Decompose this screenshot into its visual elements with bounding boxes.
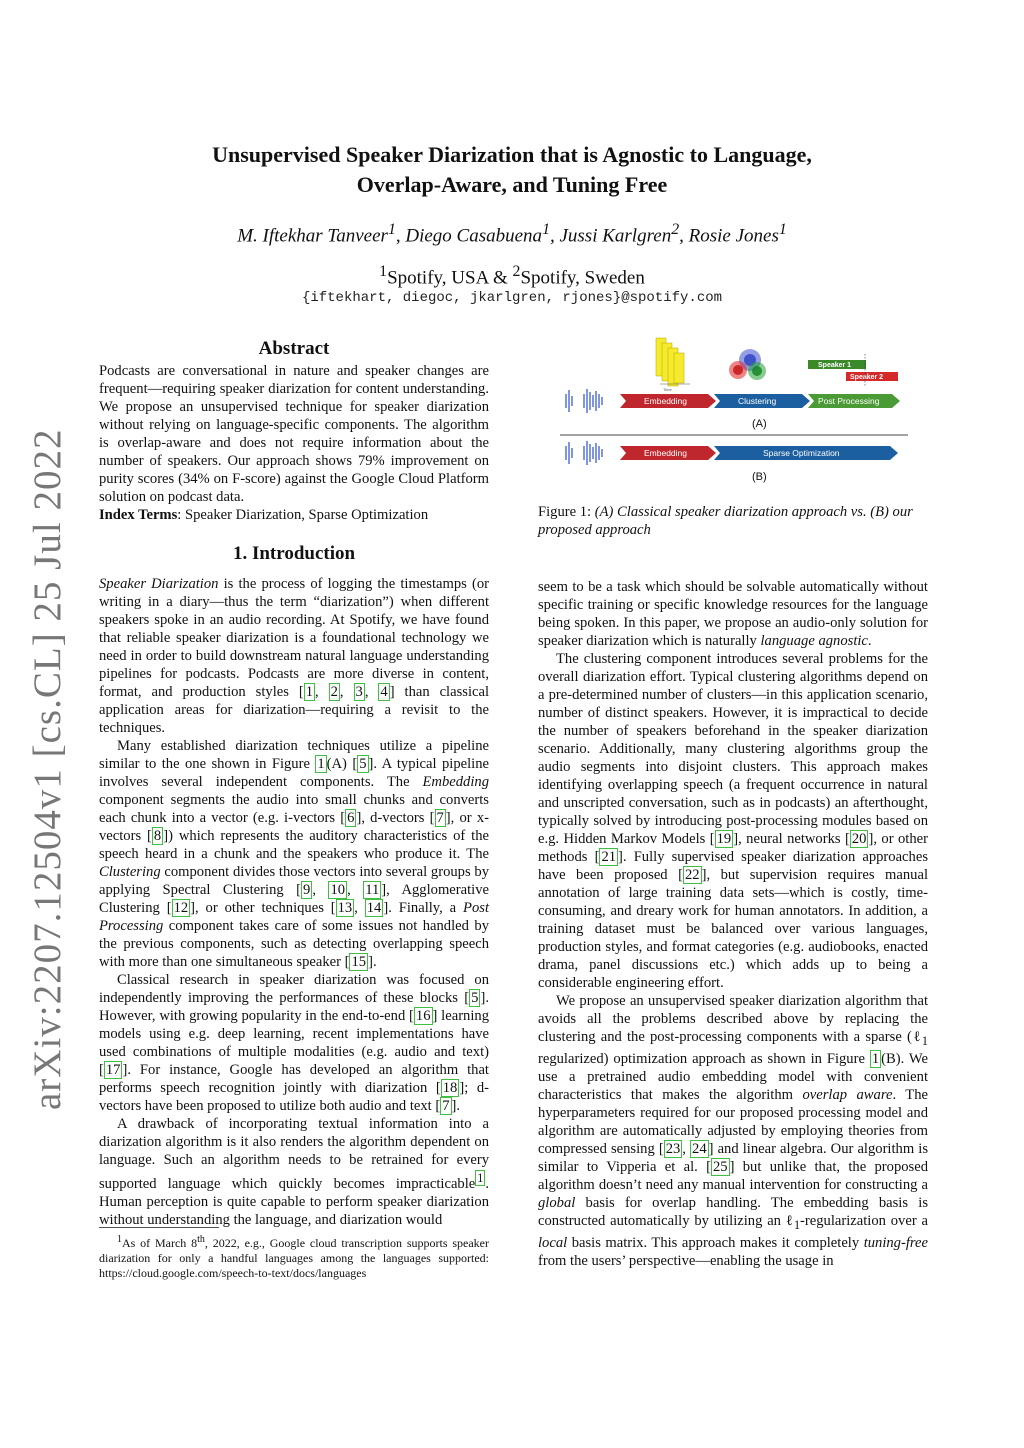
- emphasis: local: [538, 1234, 568, 1251]
- text-run: , or other techniques: [195, 900, 331, 916]
- abstract-heading: Abstract: [258, 338, 330, 359]
- affiliation-2: Spotify, Sweden: [520, 267, 645, 289]
- abstract-text: Podcasts are conversational in nature and speaker changes are frequent—requiring speaker diarization for content understanding. We propose an unsupervised technique for speaker diarization without relying on language-specific components. The algorithm is overlap-aware and does not require information about the number of speakers. Our approach shows 79% improvement on purity scores (34% on F-score) against the Google Cloud Platform solution on podcast data.: [99, 363, 489, 505]
- text-run: ) which represents the auditory characteristics of the speech heard in a chunk and the speakers who produce it. The: [99, 828, 489, 862]
- citation-link[interactable]: 7: [442, 1098, 450, 1114]
- emphasis: tuning-free: [863, 1234, 928, 1251]
- index-terms-text: : Speaker Diarization, Sparse Optimization: [177, 507, 429, 523]
- speaker-2-label: Speaker 2: [850, 374, 884, 381]
- citation-link[interactable]: 1: [305, 684, 314, 700]
- text-run: Classical research in speaker diarization was focused on independently improving the performances of these blocks: [99, 972, 489, 1006]
- text-run: .: [456, 1098, 461, 1114]
- subscript: 1: [921, 1033, 928, 1048]
- text-run: . Human perception is quite capable to perform speaker diarization without understanding the language, and diarization would: [99, 1175, 489, 1228]
- right-column-text: [538, 578, 928, 1270]
- text-run: As of March 8: [122, 1236, 198, 1250]
- sparse-optimization-stage-label: Sparse Optimization: [763, 448, 840, 458]
- time-axis-label: Time: [663, 387, 672, 392]
- citation-link[interactable]: 19: [716, 831, 732, 847]
- citation-link[interactable]: 22: [684, 867, 700, 883]
- affiliation-mark: 1: [379, 263, 388, 280]
- intro-paragraph: Many established diarization techniques utilize a pipeline similar to the one shown in Figure 1 (A) [ 5 ]. A typical pipeline involves several independent components. The Embedding component segments the audio into small chunks and converts each chunk into a vector (e.g. i-vectors [ 6 ], d-vectors [ 7 ], or x-vectors [ 8 ]) which represents the auditory characteristics of the speech heard in a chunk and the speakers who produce it. The Clustering component divides those vectors into several groups by applying Spectral Clustering [ 9 , 10 , 11 ], Agglomerative Clustering [ 12 ], or other techniques [ 13 , 14 ]. Finally, a Post Processing component takes care of some issues not handled by the previous components, such as detecting overlapping speech with more than one simultaneous speaker [ 15 ].: [99, 738, 490, 970]
- text-run: . Fully supervised speaker diarization approaches have been proposed: [538, 849, 928, 883]
- text-run: We propose an unsupervised speaker diarization algorithm that avoids all the problems described above by replacing the clustering and the post-processing components with a sparse (ℓ: [538, 993, 928, 1045]
- cluster-blobs-graphic: [729, 349, 766, 380]
- text-run: learning models using e.g. deep learning, recent implementations have used combinations of multiple modalities (e.g. audio and text): [99, 1008, 489, 1060]
- author-affiliation-mark: 1: [778, 221, 787, 238]
- author-name: Jussi Karlgren: [559, 225, 672, 247]
- title-line-2: Overlap-Aware, and Tuning Free: [356, 172, 668, 197]
- citation-link[interactable]: 5: [471, 990, 479, 1006]
- text-run: than classical application areas for diarization—requiring a revisit to the techniques.: [99, 684, 490, 736]
- affiliation-mark: 2: [512, 263, 521, 280]
- subscript: 1: [793, 1217, 801, 1232]
- author-name: Rosie Jones: [688, 225, 779, 247]
- abstract-section: [99, 338, 489, 524]
- citation-link[interactable]: 11: [365, 882, 380, 898]
- citation-link[interactable]: 15: [351, 954, 367, 970]
- superscript: th: [197, 1234, 205, 1245]
- paper-title: [0, 140, 1024, 200]
- text-run: . A typical pipeline involves several independent components. The: [99, 756, 489, 790]
- footnote: [99, 1232, 489, 1281]
- emphasis: overlap aware: [802, 1086, 893, 1103]
- audio-waveform-icon: [566, 389, 602, 413]
- post-processing-stage-label: Post Processing: [818, 396, 880, 406]
- citation-link[interactable]: 24: [692, 1140, 707, 1157]
- footnote-rule: [99, 1227, 219, 1228]
- text-run: (A): [326, 756, 353, 772]
- citation-link[interactable]: 6: [347, 810, 355, 826]
- text-run: ; d-vectors have been proposed to utilize both audio and text: [99, 1080, 489, 1114]
- author-list: M. Iftekhar Tanveer$^1$, Diego Casabuena$^1$, Jussi Karlgren$^2$, Rosie Jones$^1$: [237, 221, 787, 247]
- citation-link[interactable]: 4: [380, 684, 388, 700]
- text-run: component takes care of some issues not handled by the previous components, such as detecting overlapping speech with more than one simultaneous speaker: [99, 918, 489, 970]
- text-run: -regularization over a: [800, 1212, 928, 1229]
- title-line-1: Unsupervised Speaker Diarization that is Agnostic to Language,: [212, 142, 812, 167]
- citation-link[interactable]: 12: [173, 900, 189, 916]
- text-run: but unlike that, the proposed algorithm doesn’t need any manual intervention for constructing a: [538, 1158, 928, 1193]
- text-run: seem to be a task which should be solvable automatically without specific training or specific knowledge resources for the language being spoken. In this paper, we propose an audio-only solution for speaker diarization which is naturally: [538, 579, 928, 649]
- emphasis: Clustering: [99, 864, 161, 880]
- affiliation-1: Spotify, USA &: [387, 267, 513, 289]
- author-affiliation-mark: 2: [671, 221, 680, 238]
- introduction-heading: 1. Introduction: [232, 543, 356, 564]
- emphasis: language agnostic: [760, 633, 868, 649]
- body-paragraph: The clustering component introduces several problems for the overall diarization effort. Typical clustering algorithms depend on a pre-determined number of clusters—in this application scenario, number of distinct speakers. However, it is impractical to decide the number of speakers beforehand in the speaker diarization scenario. Additionally, many clustering algorithms group the audio segments into disjoint clusters. This approach makes identifying overlapping speech (a frequent occurrence in natural and unscripted conversation, such as in podcasts) an afterthought, typically solved by introducing post-processing modules based on e.g. Hidden Markov Models [ 19 ], neural networks [ 20 ], or other methods [ 21 ]. Fully supervised speaker diarization approaches have been proposed [ 22 ], but supervision requires manual annotation of large training data sets—which is costly, time-consuming, and dreary work for human annotators. In addition, a training dataset must be balanced over various languages, production styles, and format categories (e.g. audiobooks, enacted drama, panel discussions etc.) which adds up to being a considerable engineering effort.: [538, 651, 929, 991]
- figure-1-diagram: [560, 336, 910, 486]
- text-run: component segments the audio into small chunks and converts each chunk into a vector (e.g. i-vectors: [99, 792, 489, 826]
- index-terms: [99, 506, 489, 524]
- figure-1-caption: [538, 503, 928, 539]
- text-run: , 2022, e.g., Google cloud transcription supports speaker diarization for only a handful languages among the languages supported: https://cloud.google.com/speech-to-text/docs/languages: [99, 1236, 489, 1280]
- emphasis: global: [538, 1194, 576, 1211]
- body-paragraph: We propose an unsupervised speaker diarization algorithm that avoids all the problems described above by replacing the clustering and the post-processing components with a sparse (ℓ$_1$ regularized) optimization approach as shown in Figure 1 (B). We use a pretrained audio embedding model with convenient characteristics that makes the algorithm overlap aware. The hyperparameters required for our proposed processing model and algorithm are automatically adjusted by employing theories from compressed sensing [ 23 , 24 ] and linear algebra. Our algorithm is similar to Vipperia et al. [ 25 ] but unlike that, the proposed algorithm doesn’t need any manual intervention for constructing a global basis for overlap handling. The embedding basis is constructed automatically by utilizing an ℓ$_1$-regularization over a local basis matrix. This approach makes it completely tuning-free from the users’ perspective—enabling the usage in: [538, 993, 928, 1269]
- text-run: , Agglomerative Clustering: [99, 882, 490, 916]
- citation-link[interactable]: 23: [665, 1140, 681, 1157]
- emphasis: Embedding: [422, 774, 489, 790]
- citation-link[interactable]: 13: [337, 900, 353, 916]
- citation-link[interactable]: 16: [415, 1008, 431, 1024]
- text-run: . The hyperparameters required for our proposed processing model and algorithm are automatically adjusted by employing theories from compressed sensing: [538, 1086, 928, 1157]
- citation-link[interactable]: 10: [330, 882, 346, 898]
- citation-link[interactable]: 3: [355, 684, 363, 700]
- text-run: regularized) optimization approach as shown in Figure: [538, 1050, 870, 1067]
- introduction-section: [99, 543, 489, 1229]
- text-run: A drawback of incorporating textual information into a diarization algorithm is it also renders the algorithm dependent on language. Such an algorithm needs to be retrained for every supported language which quickly becomes impracticable: [99, 1116, 489, 1192]
- clustering-stage-label: Clustering: [738, 396, 777, 406]
- citation-link[interactable]: 2: [330, 684, 338, 700]
- body-paragraph: [538, 578, 928, 650]
- text-run: .: [867, 633, 872, 649]
- text-run: . Finally, a: [388, 900, 464, 916]
- citation-link[interactable]: 7: [436, 810, 444, 826]
- affiliations: [0, 260, 1024, 290]
- citation-link[interactable]: 9: [303, 882, 311, 898]
- text-run: from the users’ perspective—enabling the usage in: [538, 1252, 834, 1269]
- text-run: , d-vectors: [361, 810, 430, 826]
- index-terms-label: Index Terms: [99, 507, 178, 523]
- citation-link[interactable]: 25: [712, 1158, 728, 1175]
- caption-text: (A) Classical speaker diarization approach vs. (B) our proposed approach: [538, 504, 913, 538]
- text-run: basis for overlap handling. The embedding basis is constructed automatically by utilizing an ℓ: [538, 1194, 928, 1229]
- text-run: . For instance, Google has developed an algorithm that performs speech recognition jointly with diarization: [99, 1062, 489, 1096]
- text-run: . However, with growing popularity in the end-to-end: [99, 990, 489, 1024]
- figure-link[interactable]: 1: [317, 756, 325, 772]
- text-run: , or x-vectors: [99, 810, 489, 844]
- panel-a-label: (A): [752, 418, 767, 430]
- text-run: , but supervision requires manual annotation of large training data sets—which is costly, time-consuming, and dreary work for human annotators. In addition, a training dataset must be balanced over various languages, production styles, and format categories (e.g. audiobooks, enacted drama, panel discussions etc.) which adds up to being a considerable engineering effort.: [538, 867, 929, 991]
- arxiv-identifier: arXiv:2207.12504v1 [cs.CL] 25 Jul 2022: [26, 428, 69, 1110]
- speaker-timeline-graphic: [808, 354, 898, 386]
- text-run: basis matrix. This approach makes it completely: [567, 1234, 864, 1251]
- text-run: is the process of logging the timestamps (or writing in a diary—thus the term “diarization”) when different speakers spoke in an audio recording. At Spotify, we have found that reliable speaker diarization is a foundational technology we need in order to build downstream natural language understanding pipelines for podcasts. Podcasts are more diverse in content, format, and production styles: [99, 576, 489, 700]
- audio-waveform-icon: [566, 441, 602, 465]
- author-affiliation-mark: 1: [542, 221, 550, 238]
- caption-prefix: Figure 1:: [538, 504, 595, 520]
- intro-paragraph: [99, 1115, 489, 1229]
- citation-link[interactable]: 5: [359, 756, 367, 772]
- speaker-1-label: Speaker 1: [818, 362, 852, 369]
- text-run: component divides those vectors into several groups by applying Spectral Clustering: [99, 864, 489, 898]
- text-run: Many established diarization techniques utilize a pipeline similar to the one shown in Figure: [99, 738, 489, 772]
- embedding-stage-label: Embedding: [644, 448, 688, 458]
- emphasis: Speaker Diarization: [99, 576, 219, 592]
- text-run: , neural networks: [738, 831, 845, 847]
- text-run: (B). We use a pretrained audio embedding model with convenient characteristics that makes the algorithm: [538, 1050, 928, 1103]
- panel-b-label: (B): [752, 471, 767, 483]
- citation-link[interactable]: 17: [105, 1062, 121, 1078]
- embedding-stack-graphic: [656, 338, 690, 392]
- figure-1: [560, 336, 910, 486]
- citation-link[interactable]: 14: [366, 900, 382, 916]
- citation-link[interactable]: 21: [601, 849, 617, 865]
- figure-link[interactable]: 1: [871, 1050, 880, 1067]
- citation-link[interactable]: 20: [851, 831, 867, 847]
- citation-link[interactable]: 8: [153, 828, 162, 844]
- author-name: M. Iftekhar Tanveer: [237, 225, 388, 247]
- embedding-stage-label: Embedding: [644, 396, 688, 406]
- text-run: .: [372, 954, 377, 970]
- text-run: , or other methods: [538, 831, 928, 865]
- emphasis: Post Processing: [99, 900, 489, 934]
- footnote-mark: 1: [117, 1234, 122, 1245]
- text-run: The clustering component introduces several problems for the overall diarization effort. Typical clustering algorithms depend on a pre-determined number of clusters—in this application scenario, number of distinct speakers. However, it is impractical to decide the number of speakers beforehand in the speaker diarization scenario. Additionally, many clustering algorithms group the audio segments into disjoint clusters. This approach makes identifying overlapping speech (a frequent occurrence in natural and unscripted conversation, such as in podcasts) an afterthought, typically solved by introducing post-processing modules based on e.g. Hidden Markov Models: [538, 651, 928, 847]
- author-name: Diego Casabuena: [405, 225, 543, 247]
- citation-link[interactable]: 18: [442, 1080, 458, 1096]
- author-emails: {iftekhart, diegoc, jkarlgren, rjones}@spotify.com: [301, 290, 723, 306]
- text-run: and linear algebra. Our algorithm is similar to Vipperia et al.: [538, 1140, 928, 1175]
- footnote-link[interactable]: 1: [477, 1171, 484, 1185]
- intro-paragraph: Classical research in speaker diarization was focused on independently improving the performances of these blocks [ 5 ]. However, with growing popularity in the end-to-end [ 16 ] learning models using e.g. deep learning, recent implementations have used combinations of multiple modalities (e.g. audio and text) [ 17 ]. For instance, Google has developed an algorithm that performs speech recognition jointly with diarization [ 18 ]; d-vectors have been proposed to utilize both audio and text [ 7 ].: [99, 972, 489, 1114]
- author-affiliation-mark: 1: [387, 221, 396, 238]
- intro-paragraph: Speaker Diarization is the process of logging the timestamps (or writing in a diary—thus the term “diarization”) when different speakers spoke in an audio recording. At Spotify, we have found that reliable speaker diarization is a foundational technology we need in order to build downstream natural language understanding pipelines for podcasts. Podcasts are more diverse in content, format, and production styles [ 1 , 2 , 3 , 4 ] than classical application areas for diarization—requiring a revisit to the techniques.: [99, 576, 490, 736]
